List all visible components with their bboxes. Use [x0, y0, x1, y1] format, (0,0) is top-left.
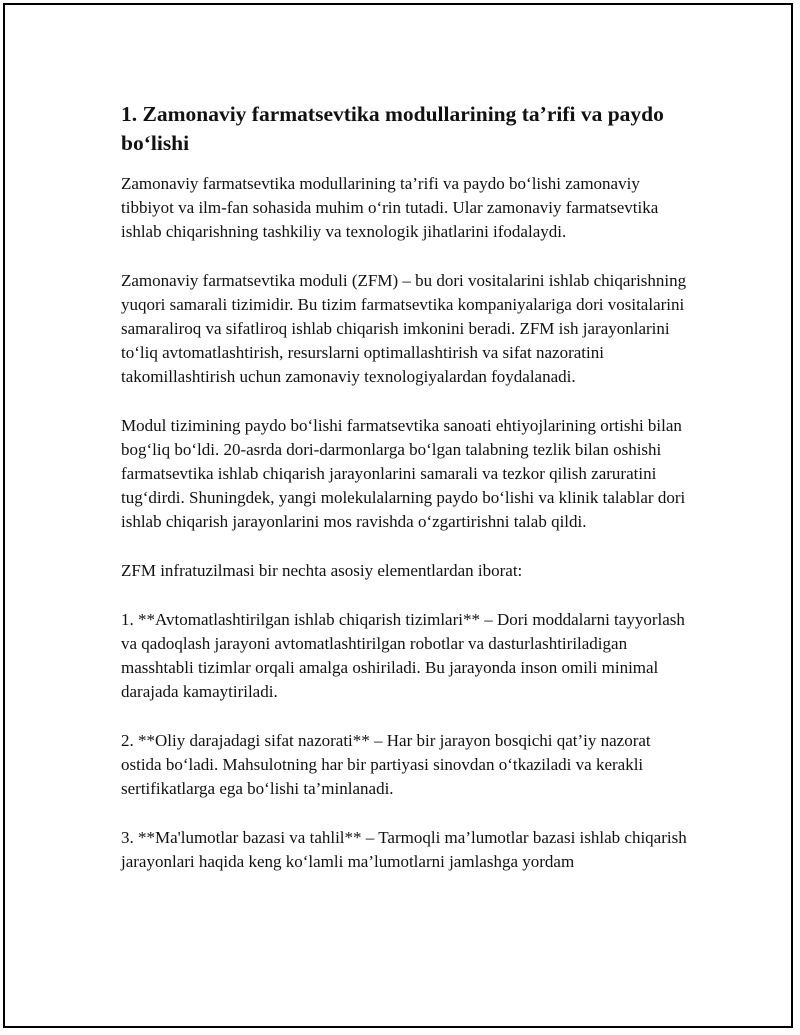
document-body	[121, 100, 691, 899]
paragraph-intro: Zamonaviy farmatsevtika modullarining ta’rifi va paydo bo‘lishi zamonaviy tibbiyot va ilm-fan sohasida muhim o‘rin tutadi. Ular zamonaviy farmatsevtika ishlab chiqarishning tashkiliy va texnologik jihatlarini ifodalaydi.	[121, 174, 659, 241]
paragraph-zfm-definition: Zamonaviy farmatsevtika moduli (ZFM) – bu dori vositalarini ishlab chiqarishning yuqori samarali tizimidir. Bu tizim farmatsevtika kompaniyalariga dori vositalarini samaraliroq va sifatliroq ishlab chiqarish imkonini beradi. ZFM ish jarayonlarini to‘liq avtomatlashtirish, resurslarni optimallashtirish va sifat nazoratini takomillashtirish uchun zamonaviy texnologiyalardan foydalanadi.	[121, 271, 687, 386]
paragraph-infrastructure: ZFM infratuzilmasi bir nechta asosiy elementlardan iborat:	[121, 561, 523, 580]
paragraph-origin: Modul tizimining paydo bo‘lishi farmatsevtika sanoati ehtiyojlarining ortishi bilan bog‘liq bo‘ldi. 20-asrda dori-darmonlarga bo‘lgan talabning tezlik bilan oshishi farmatsevtika ishlab chiqarish jarayonlarini samarali va tezkor qilish zaruratini tug‘dirdi. Shuningdek, yangi molekulalarning paydo bo‘lishi va klinik talablar dori ishlab chiqarish jarayonlarini mos ravishda o‘zgartirishni talab qildi.	[121, 416, 686, 531]
list-item-quality-control: 2. **Oliy darajadagi sifat nazorati** – Har bir jarayon bosqichi qat’iy nazorat ostida bo‘ladi. Mahsulotning har bir partiyasi sinovdan o‘tkaziladi va kerakli sertifikatlarga ega bo‘lishi ta’minlanadi.	[121, 731, 651, 798]
section-heading: 1. Zamonaviy farmatsevtika modullarining ta’rifi va paydo bo‘lishi	[121, 102, 664, 155]
list-item-automation: 1. **Avtomatlashtirilgan ishlab chiqarish tizimlari** – Dori moddalarni tayyorlash va qadoqlash jarayoni avtomatlashtirilgan robotlar va dasturlashtiriladigan masshtabli tizimlar orqali amalga oshiriladi. Bu jarayonda inson omili minimal darajada kamaytiriladi.	[121, 610, 685, 701]
document-page	[3, 3, 793, 1028]
list-item-database: 3. **Ma'lumotlar bazasi va tahlil** – Tarmoqli ma’lumotlar bazasi ishlab chiqarish jarayonlari haqida keng ko‘lamli ma’lumotlarni jamlashga yordam	[121, 828, 687, 871]
